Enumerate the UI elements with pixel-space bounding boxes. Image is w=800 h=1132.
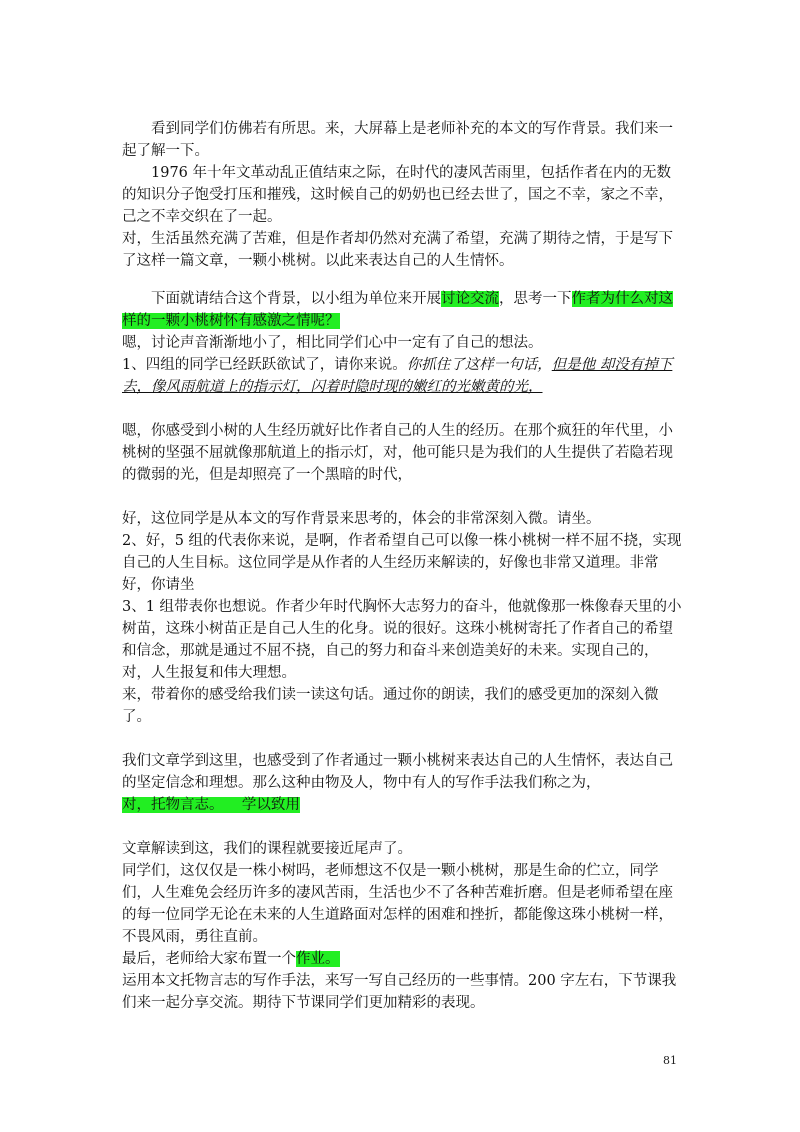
technique-text: 我们文章学到这里，也感受到了作者通过一颗小桃树来表达自己的人生情怀，表达自己的坚定信念和理想。那么这种由物及人，物中有人的写作手法我们称之为， — [122, 753, 673, 791]
discussion-text-b: ，思考一下 — [499, 291, 572, 307]
paragraph-reading: 来，带着你的感受给我们读一读这句话。通过你的朗读，我们的感受更加的深刻入微了。 — [122, 687, 659, 725]
page-number: 81 — [663, 1054, 677, 1067]
discussion-text-a: 下面就请结合这个背景，以小组为单位来开展 — [151, 291, 441, 307]
highlight-technique: 对，托物言志。 学以致用 — [122, 797, 300, 813]
paragraph-technique — [122, 750, 682, 816]
paragraph-background: 1976 年十年文革动乱正值结束之际，在时代的凄风苦雨里，包括作者在内的无数的知识分子饱受打压和摧残，这时候自己的奶奶也已经去世了，国之不幸，家之不幸，己之不幸交织在了一起。 — [122, 165, 673, 225]
highlight-homework: 作业。 — [296, 951, 340, 967]
paragraph-assignment: 运用本文托物言志的写作手法，来写一写自己经历的一些事情。200 字左右，下节课我们来一起分享交流。期待下节课同学们更加精彩的表现。 — [122, 973, 677, 1011]
paragraph-ending: 文章解读到这，我们的课程就要接近尾声了。 — [122, 841, 412, 857]
paragraph-comment: 好，这位同学是从本文的写作背景来思考的，体会的非常深刻入微。请坐。 — [122, 511, 601, 527]
group4-italic: 你抓住了这样一句话， — [406, 357, 552, 373]
paragraph-hope: 对，生活虽然充满了苦难，但是作者却仍然对充满了希望，充满了期待之情，于是写下了这样一篇文章，一颗小桃树。以此来表达自己的人生情怀。 — [122, 231, 673, 269]
paragraph-thoughts: 嗯，讨论声音渐渐地小了，相比同学们心中一定有了自己的想法。 — [122, 335, 543, 351]
highlight-discussion: 讨论交流 — [441, 291, 499, 307]
paragraph-feeling: 嗯，你感受到小树的人生经历就好比作者自己的人生的经历。在那个疯狂的年代里，小桃树的坚强不屈就像那航道上的指示灯，对，他可能只是为我们的人生提供了若隐若现的微弱的光，但是却照亮了一个黑暗的时代， — [122, 423, 673, 483]
homework-text: 最后，老师给大家布置一个 — [122, 951, 296, 967]
paragraph-intro: 看到同学们仿佛若有所思。来，大屏幕上是老师补充的本文的写作背景。我们来一起了解一下。 — [122, 121, 673, 159]
highlight-question: 作者为什么对这样的一颗小桃树怀有感激之情呢？ — [122, 291, 673, 329]
paragraph-group-4 — [122, 354, 682, 398]
paragraph-message: 同学们，这仅仅是一株小树吗，老师想这不仅是一颗小桃树，那是生命的伫立，同学们，人生难免会经历许多的凄风苦雨，生活也少不了各种苦难折磨。但是老师希望在座的每一位同学无论在未来的人生道路面对怎样的困难和挫折，都能像这珠小桃树一样，不畏风雨，勇往直前。 — [122, 863, 673, 945]
group4-quote: 但是他 却没有掉下去，像风雨航道上的指示灯，闪着时隐时现的嫩红的光嫩黄的光， — [122, 357, 673, 395]
paragraph-homework — [122, 948, 682, 970]
paragraph-discussion — [122, 288, 682, 332]
group4-text: 1、四组的同学已经跃跃欲试了，请你来说。 — [122, 357, 407, 373]
paragraph-group-1: 3、1 组带表你也想说。作者少年时代胸怀大志努力的奋斗，他就像那一株像春天里的小树苗，这珠小树苗正是自己人生的化身。说的很好。这珠小桃树寄托了作者自己的希望和信念，那就是通过不屈不挠，自己的努力和奋斗来创造美好的未来。实现自己的，对，人生报复和伟大理想。 — [122, 599, 682, 681]
paragraph-group-5: 2、好，5 组的代表你来说，是啊，作者希望自己可以像一株小桃树一样不屈不挠，实现自己的人生目标。这位同学是从作者的人生经历来解读的，好像也非常又道理。非常好，你请坐 — [122, 533, 682, 593]
